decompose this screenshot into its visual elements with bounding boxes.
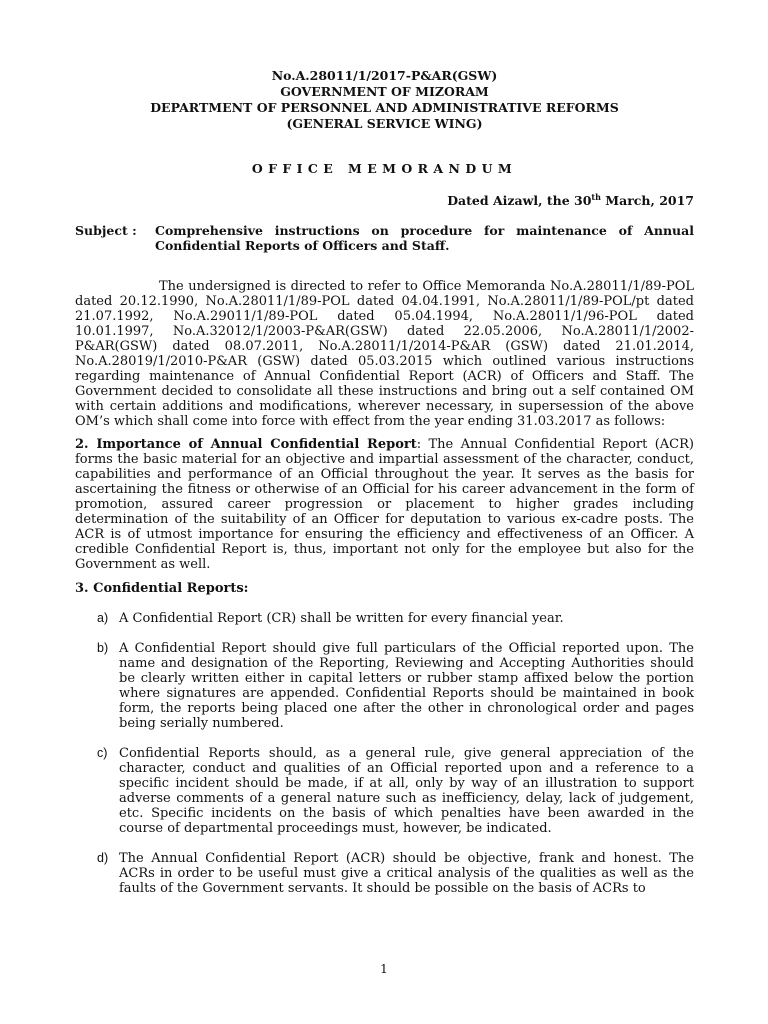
- date-superscript: th: [591, 191, 601, 202]
- page-number: 1: [380, 962, 388, 976]
- government-name: GOVERNMENT OF MIZORAM: [280, 84, 489, 99]
- list-item-text: The Annual Confidential Report (ACR) should be objective, frank and honest. The ACRs in order to be useful must give a critical analysis of the qualities as well as the faults of the Government servants. It should be possible on the basis of ACRs to: [119, 851, 694, 896]
- reference-number: No.A.28011/1/2017-P&AR(GSW): [271, 68, 498, 83]
- subject-text: Comprehensive instructions on procedure for maintenance of Annual Confidential Reports of Officers and Staff.: [155, 223, 694, 253]
- document-header: [75, 68, 694, 132]
- list-marker: b): [97, 641, 109, 655]
- department-name: DEPARTMENT OF PERSONNEL AND ADMINISTRATIVE REFORMS: [150, 100, 619, 115]
- list-marker: a): [97, 611, 109, 625]
- list-item-text: A Confidential Report should give full particulars of the Official reported upon. The name and designation of the Reporting, Reviewing and Accepting Authorities should be clearly written either in capital letters or rubber stamp affixed below the portion where signatures are appended. Confidential Reports should be maintained in book form, the reports being placed one after the other in chronological order and pages being serially numbered.: [119, 641, 694, 731]
- memo-title: OFFICE MEMORANDUM: [251, 161, 518, 176]
- subject-label: Subject :: [75, 223, 137, 238]
- list-item-d: [75, 851, 694, 896]
- list-item-b: [75, 641, 694, 731]
- list-item-a: [75, 611, 694, 626]
- subject-block: [75, 223, 694, 253]
- section-3-heading: 3. Confidential Reports:: [75, 581, 249, 596]
- section-2-paragraph: [75, 437, 694, 572]
- section-2-heading: 2. Importance of Annual Confidential Report: [75, 437, 417, 452]
- date-prefix: Dated Aizawl, the 30: [447, 193, 592, 208]
- list-item-c: [75, 746, 694, 836]
- list-item-text: A Confidential Report (CR) shall be written for every financial year.: [119, 611, 564, 626]
- date-suffix: March, 2017: [600, 193, 694, 208]
- list-marker: d): [97, 851, 109, 865]
- intro-paragraph: The undersigned is directed to refer to Office Memoranda No.A.28011/1/89-POL dated 20.12.1990, No.A.28011/1/89-POL dated 04.04.1991, No.A.28011/1/89-POL/pt dated 21.07.1992, No.A.29011/1/89-POL dated 05.04.1994, No.A.28011/1/96-POL dated 10.01.1997, No.A.32012/1/2003-P&AR(GSW) dated 22.05.2006, No.A.28011/1/2002-P&AR(GSW) dated 08.07.2011, No.A.28011/1/2014-P&AR (GSW) dated 21.01.2014, No.A.28019/1/2010-P&AR (GSW) dated 05.03.2015 which outlined various instructions regarding maintenance of Annual Confidential Report (ACR) of Officers and Staff. The Government decided to consolidate all these instructions and bring out a self contained OM with certain additions and modifications, wherever necessary, in supersession of the above OM’s which shall come into force with effect from the year ending 31.03.2017 as follows:: [75, 279, 694, 429]
- list-item-text: Confidential Reports should, as a general rule, give general appreciation of the character, conduct and qualities of an Official reported upon and a reference to a specific incident should be made, if at all, only by way of an illustration to support adverse comments of a general nature such as inefficiency, delay, lack of judgement, etc. Specific incidents on the basis of which penalties have been awarded in the course of departmental proceedings must, however, be indicated.: [119, 746, 694, 836]
- section-2-text: : The Annual Confidential Report (ACR) forms the basic material for an objective and impartial assessment of the character, conduct, capabilities and performance of an Official throughout the year. It serves as the basis for ascertaining the fitness or otherwise of an Official for his career advancement in the form of promotion, assured career progression or placement to higher grades including determination of the suitability of an Officer for deputation to various ex-cadre posts. The ACR is of utmost importance for ensuring the efficiency and effectiveness of an Officer. A credible Confidential Report is, thus, important not only for the employee but also for the Government as well.: [75, 437, 694, 572]
- list-marker: c): [97, 746, 108, 760]
- wing-name: (GENERAL SERVICE WING): [286, 116, 483, 131]
- date-line: [75, 193, 694, 208]
- document-page: [75, 68, 694, 896]
